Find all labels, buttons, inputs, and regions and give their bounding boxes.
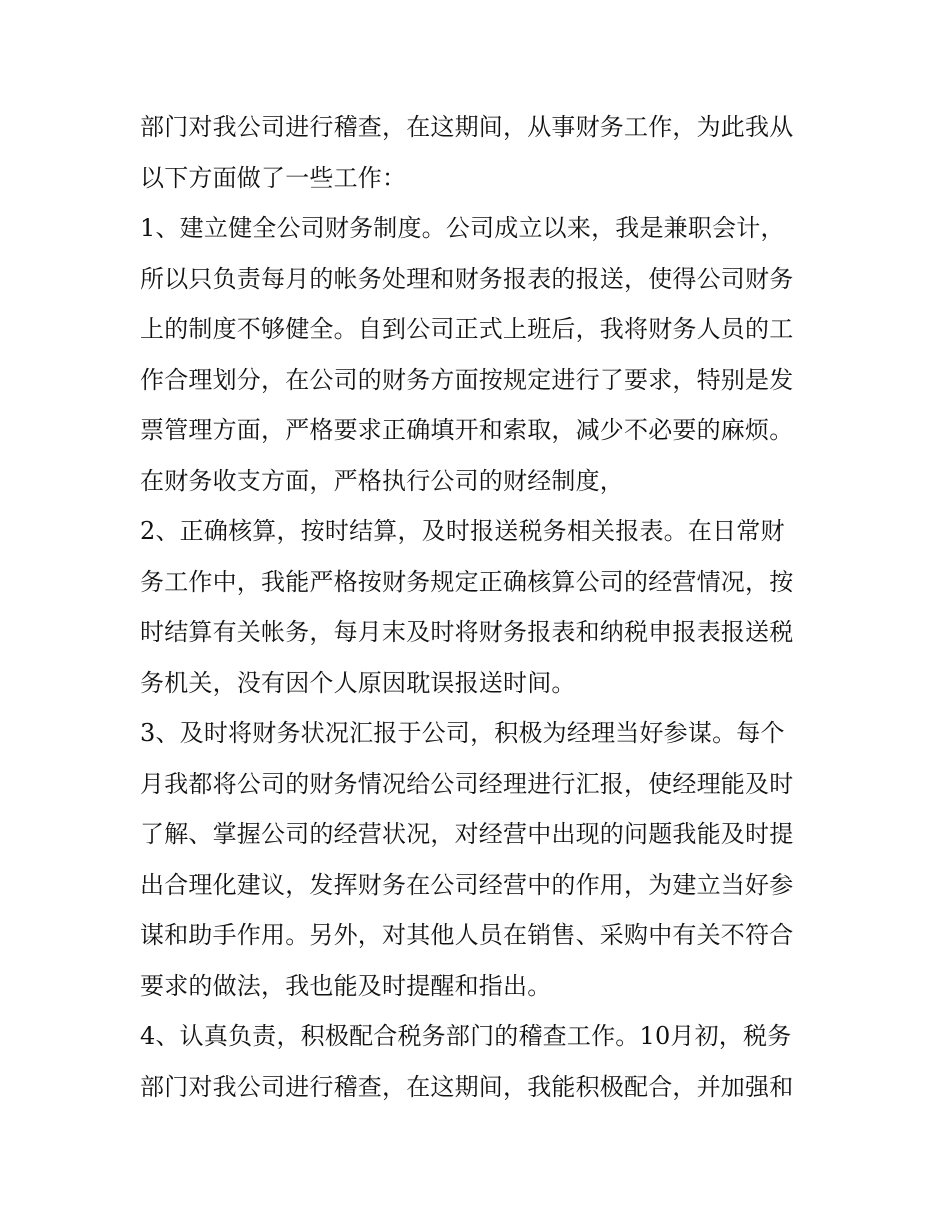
text-line: 时结算有关帐务，每月末及时将财务报表和纳税申报表报送税 (140, 618, 794, 646)
text-line: 2、正确核算，按时结算，及时报送税务相关报表。在日常财 (140, 517, 785, 545)
text-line: 务机关，没有因个人原因耽误报送时间。 (140, 668, 576, 697)
text-line: 3、及时将财务状况汇报于公司，积极为经理当好参谋。每个 (140, 719, 785, 747)
document-body (140, 102, 820, 1112)
text-line: 4、认真负责，积极配合税务部门的稽查工作。10月初，税务 (140, 1022, 792, 1050)
text-line: 谋和助手作用。另外，对其他人员在销售、采购中有关不符合 (140, 921, 794, 949)
text-line: 出合理化建议，发挥财务在公司经营中的作用，为建立当好参 (140, 870, 794, 899)
text-line: 上的制度不够健全。自到公司正式上班后，我将财务人员的工 (140, 315, 794, 343)
text-line: 部门对我公司进行稽查，在这期间，我能积极配合，并加强和 (140, 1072, 794, 1101)
text-line: 在财务收支方面，严格执行公司的财经制度， (140, 466, 624, 495)
text-line: 务工作中，我能严格按财务规定正确核算公司的经营情况，按 (140, 567, 794, 596)
text-line: 1、建立健全公司财务制度。公司成立以来，我是兼职会计， (140, 214, 785, 242)
text-line: 作合理划分，在公司的财务方面按规定进行了要求，特别是发 (140, 365, 794, 394)
text-line: 票管理方面，严格要求正确填开和索取，减少不必要的麻烦。 (140, 416, 794, 444)
text-line: 月我都将公司的财务情况给公司经理进行汇报，使经理能及时 (140, 769, 794, 798)
text-line: 了解、掌握公司的经营状况，对经营中出现的问题我能及时提 (140, 820, 794, 848)
text-line: 部门对我公司进行稽查，在这期间，从事财务工作，为此我从 (140, 113, 794, 141)
text-line: 要求的做法，我也能及时提醒和指出。 (140, 971, 552, 1000)
text-line: 所以只负责每月的帐务处理和财务报表的报送，使得公司财务 (140, 264, 794, 293)
text-line: 以下方面做了一些工作： (140, 163, 407, 192)
